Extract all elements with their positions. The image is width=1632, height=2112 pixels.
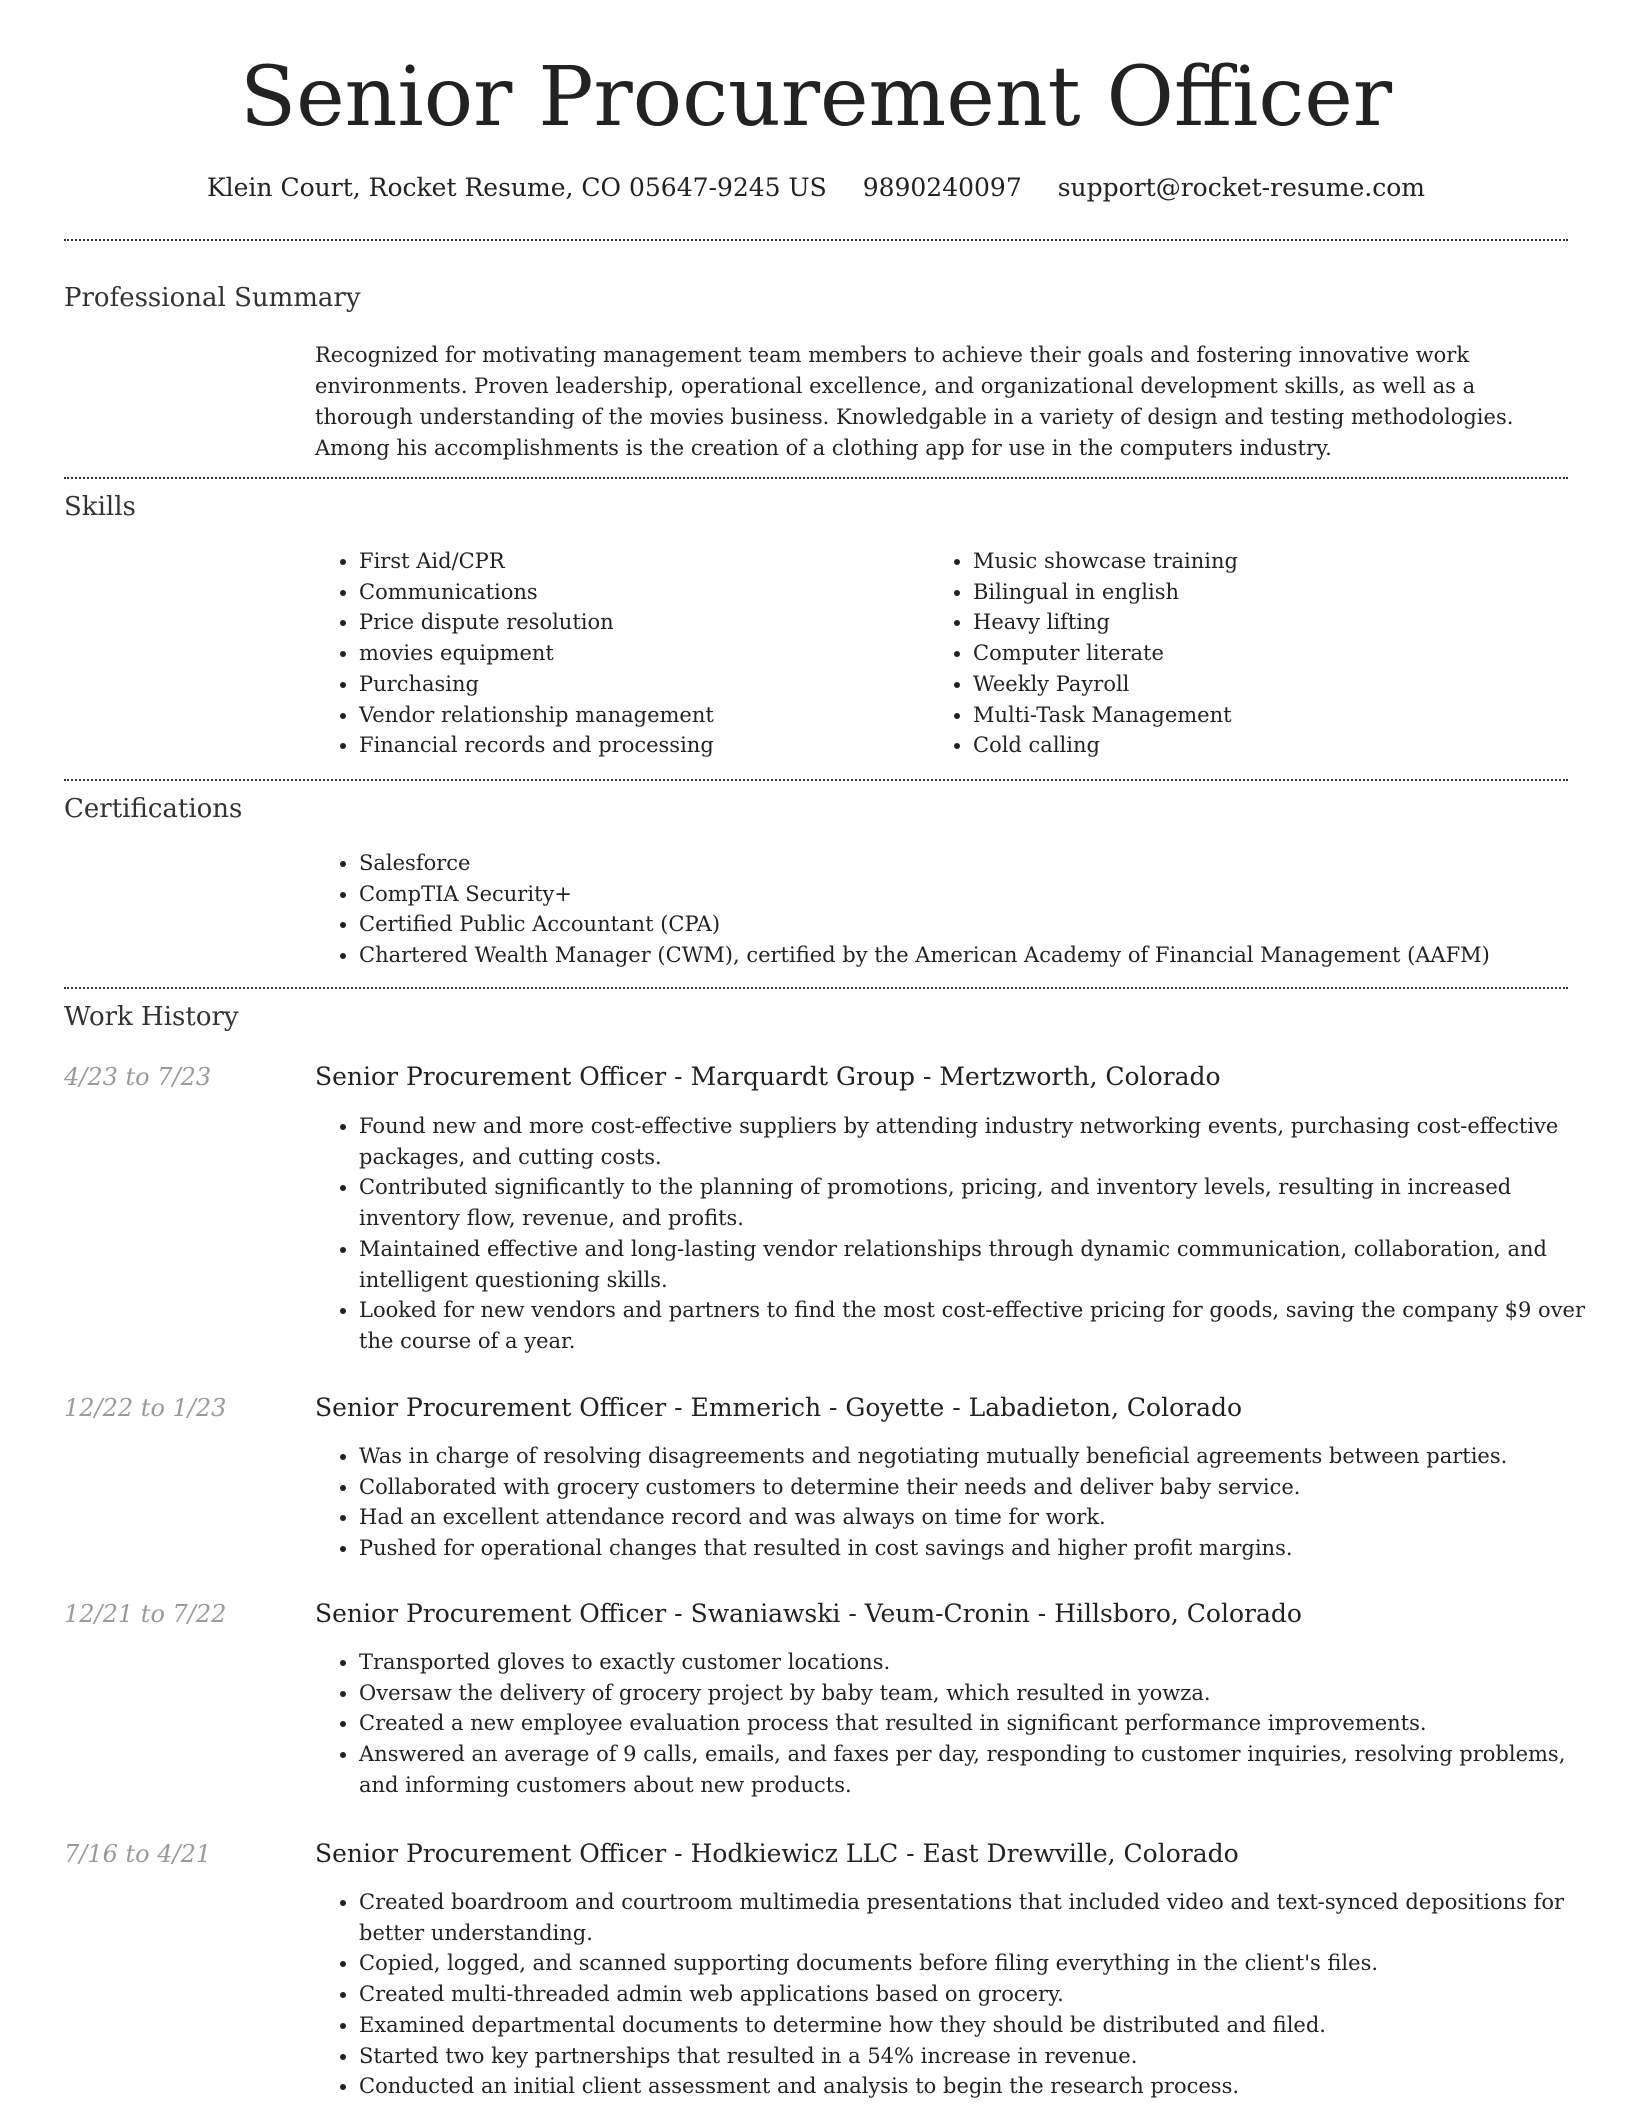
job-bullet: • Answered an average of 9 calls, emails, and faxes per day, responding to customer inquiries, resolving problems, and informing customers about new products. xyxy=(359,1739,1609,1800)
job-bullet: • Collaborated with grocery customers to determine their needs and deliver baby service. xyxy=(359,1472,1609,1503)
job-bullet: • Maintained effective and long-lasting vendor relationships through dynamic communication, collaboration, and intelligent questioning skills. xyxy=(359,1234,1609,1295)
job-title: Senior Procurement Officer - Emmerich - Goyette - Labadieton, Colorado xyxy=(315,1393,1243,1422)
contact-line xyxy=(0,172,1632,204)
skill-item: • Financial records and processing xyxy=(359,730,919,761)
skill-item: • Weekly Payroll xyxy=(973,669,1593,700)
skill-item: • Computer literate xyxy=(973,638,1593,669)
job-bullet: • Copied, logged, and scanned supporting documents before filing everything in the client's files. xyxy=(359,1948,1609,1979)
skill-item: • Vendor relationship management xyxy=(359,700,919,731)
job-bullet: • Created boardroom and courtroom multimedia presentations that included video and text-synced depositions for better understanding. xyxy=(359,1887,1609,1948)
skill-item: • Cold calling xyxy=(973,730,1593,761)
job-title: Senior Procurement Officer - Swaniawski - Veum-Cronin - Hillsboro, Colorado xyxy=(315,1599,1302,1628)
certifications-heading: Certifications xyxy=(64,794,243,824)
summary-heading: Professional Summary xyxy=(64,283,361,313)
certification-item: • Certified Public Accountant (CPA) xyxy=(359,909,1609,940)
job-bullet: • Found new and more cost-effective suppliers by attending industry networking events, purchasing cost-effective packages, and cutting costs. xyxy=(359,1111,1609,1172)
job-dates: 4/23 to 7/23 xyxy=(64,1063,212,1091)
skill-item: • Price dispute resolution xyxy=(359,607,919,638)
job-bullet: • Conducted an initial client assessment and analysis to begin the research process. xyxy=(359,2071,1609,2102)
job-bullet: • Had an excellent attendance record and was always on time for work. xyxy=(359,1502,1609,1533)
certifications-list xyxy=(315,848,1609,971)
skill-item: • Music showcase training xyxy=(973,546,1593,577)
job-bullet: • Created multi-threaded admin web applications based on grocery. xyxy=(359,1979,1609,2010)
job-bullets xyxy=(315,1441,1609,1564)
skill-item: • Heavy lifting xyxy=(973,607,1593,638)
job-bullet: • Examined departmental documents to determine how they should be distributed and filed. xyxy=(359,2010,1609,2041)
skill-item: • Multi-Task Management xyxy=(973,700,1593,731)
job-bullet: • Contributed significantly to the planning of promotions, pricing, and inventory levels, resulting in increased inventory flow, revenue, and profits. xyxy=(359,1172,1609,1233)
section-divider xyxy=(64,987,1568,989)
job-bullet: • Oversaw the delivery of grocery project by baby team, which resulted in yowza. xyxy=(359,1678,1609,1709)
certification-item: • Salesforce xyxy=(359,848,1609,879)
job-title: Senior Procurement Officer - Marquardt Group - Mertzworth, Colorado xyxy=(315,1062,1221,1091)
skills-list-left xyxy=(315,546,919,761)
job-dates: 7/16 to 4/21 xyxy=(64,1840,212,1868)
skill-item: • movies equipment xyxy=(359,638,919,669)
certification-item: • Chartered Wealth Manager (CWM), certified by the American Academy of Financial Management (AAFM) xyxy=(359,940,1609,971)
contact-phone: 9890240097 xyxy=(862,173,1022,202)
section-divider xyxy=(64,779,1568,781)
skill-item: • Purchasing xyxy=(359,669,919,700)
skills-heading: Skills xyxy=(64,492,136,522)
skill-item: • Bilingual in english xyxy=(973,577,1593,608)
candidate-name: Senior Procurement Officer xyxy=(239,50,1393,145)
contact-email: support@rocket-resume.com xyxy=(1057,173,1426,202)
job-bullet: • Pushed for operational changes that resulted in cost savings and higher profit margins. xyxy=(359,1533,1609,1564)
certification-item: • CompTIA Security+ xyxy=(359,879,1609,910)
summary-text: Recognized for motivating management team members to achieve their goals and fostering innovative work environments. Proven leadership, operational excellence, and organizational development skills, as well as a thorough understanding of the movies business. Knowledgable in a variety of design and testing methodologies. Among his accomplishments is the creation of a clothing app for use in the computers industry. xyxy=(315,343,1514,460)
job-bullet: • Looked for new vendors and partners to find the most cost-effective pricing for goods, saving the company $9 over the course of a year. xyxy=(359,1295,1609,1356)
job-bullets xyxy=(315,1111,1609,1357)
job-dates: 12/21 to 7/22 xyxy=(64,1600,227,1628)
section-divider xyxy=(64,477,1568,479)
job-bullets xyxy=(315,1887,1609,2102)
job-bullet: • Created a new employee evaluation process that resulted in significant performance improvements. xyxy=(359,1708,1609,1739)
job-bullets xyxy=(315,1647,1609,1801)
work-history-heading: Work History xyxy=(64,1002,239,1032)
job-title: Senior Procurement Officer - Hodkiewicz LLC - East Drewville, Colorado xyxy=(315,1839,1239,1868)
job-bullet: • Was in charge of resolving disagreements and negotiating mutually beneficial agreements between parties. xyxy=(359,1441,1609,1472)
job-bullet: • Transported gloves to exactly customer locations. xyxy=(359,1647,1609,1678)
contact-address: Klein Court, Rocket Resume, CO 05647-9245 US xyxy=(206,173,827,202)
skill-item: • First Aid/CPR xyxy=(359,546,919,577)
job-dates: 12/22 to 1/23 xyxy=(64,1394,227,1422)
section-divider xyxy=(64,239,1568,241)
skills-list-right xyxy=(929,546,1593,761)
skill-item: • Communications xyxy=(359,577,919,608)
job-bullet: • Started two key partnerships that resulted in a 54% increase in revenue. xyxy=(359,2041,1609,2072)
